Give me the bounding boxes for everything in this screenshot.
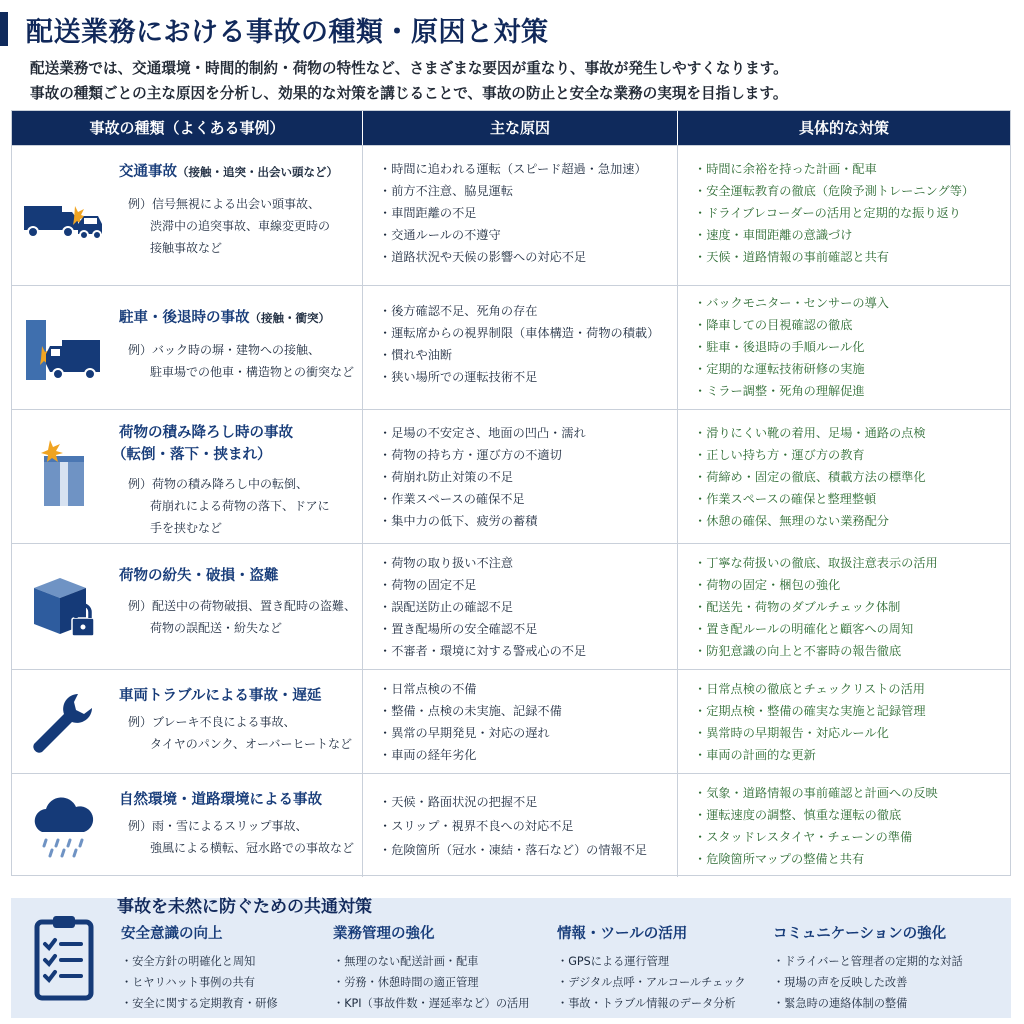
measures-list — [694, 782, 938, 870]
common-item: ・ 労務・休憩時間の適正管理 — [333, 972, 529, 993]
common-col-heading: コミュニケーションの強化 — [773, 926, 947, 942]
category-examples — [128, 340, 354, 384]
cause-item: ・ 車両の経年劣化 — [379, 744, 562, 766]
measure-item: ・ 荷物の固定・梱包の強化 — [694, 574, 938, 596]
measure-item: ・ 車両の計画的な更新 — [694, 744, 926, 766]
causes-cell — [362, 410, 677, 543]
box-lock-icon — [20, 572, 104, 642]
cause-item: ・ 誤配送防止の確認不足 — [379, 596, 586, 618]
measures-cell — [677, 544, 1010, 669]
example-line: タイヤのパンク、オーバーヒートなど — [150, 736, 352, 751]
measure-item: ・ 異常時の早期報告・対応ルール化 — [694, 722, 926, 744]
cause-item: ・ 荷物の固定不足 — [379, 574, 586, 596]
example-line: 強風による横転、冠水路での事故など — [150, 840, 355, 855]
category-title — [119, 308, 330, 329]
cause-item: ・ 荷物の取り扱い不注意 — [379, 552, 586, 574]
causes-list — [379, 300, 659, 388]
common-measures-title: 事故を未然に防ぐための共通対策 — [117, 897, 372, 917]
measures-list — [694, 678, 926, 766]
example-line: 荷崩れによる荷物の落下、ドアに — [150, 498, 330, 513]
example-line: 例）雨・雪によるスリップ事故、 — [128, 819, 308, 833]
common-item: ・ デジタル点呼・アルコールチェック — [557, 972, 746, 993]
cause-item: ・ 異常の早期発見・対応の遅れ — [379, 722, 562, 744]
measures-list — [694, 422, 926, 532]
table-row-loading — [12, 409, 1010, 543]
measure-item: ・ 作業スペースの確保と整理整頓 — [694, 488, 926, 510]
category-subtitle: （接触・衝突） — [249, 311, 330, 325]
measure-item: ・ スタッドレスタイヤ・チェーンの準備 — [694, 826, 938, 848]
category-name: 交通事故 — [119, 164, 177, 180]
table-row-cargo-loss — [12, 543, 1010, 669]
common-item: ・ 事故・トラブル情報のデータ分析 — [557, 993, 746, 1014]
cause-item: ・ 日常点検の不備 — [379, 678, 562, 700]
table-header — [12, 111, 1010, 145]
measure-item: ・ 定期的な運転技術研修の実施 — [694, 358, 889, 380]
example-line: 例）バック時の塀・建物への接触、 — [128, 343, 321, 357]
common-col-safety — [121, 922, 278, 1014]
measures-cell — [677, 146, 1010, 285]
common-item: ・ 無理のない配送計画・配車 — [333, 951, 529, 972]
category-examples — [128, 712, 352, 756]
table-row-vehicle-trouble — [12, 669, 1010, 773]
measure-item: ・ 安全運転教育の徹底（危険予測トレーニング等） — [694, 180, 974, 202]
cause-item: ・ 慣れや油断 — [379, 344, 659, 366]
accident-type-cell — [12, 670, 362, 773]
cause-item: ・ 危険箇所（冠水・凍結・落石など）の情報不足 — [379, 838, 647, 862]
example-line: 例）信号無視による出会い頭事故、 — [128, 197, 321, 211]
header-main-causes: 主な原因 — [362, 111, 677, 145]
cause-item: ・ 狭い場所での運転技術不足 — [379, 366, 659, 388]
measure-item: ・ 時間に余裕を持った計画・配車 — [694, 158, 974, 180]
measure-item: ・ 速度・車間距離の意識づけ — [694, 224, 974, 246]
example-line: 例）配送中の荷物破損、置き配時の盗難、 — [128, 599, 357, 613]
example-line: 接触事故など — [150, 240, 223, 255]
causes-cell — [362, 774, 677, 877]
example-line: 荷物の誤配送・紛失など — [150, 620, 283, 635]
common-item: ・ ヒヤリハット事例の共有 — [121, 972, 278, 993]
causes-cell — [362, 544, 677, 669]
measure-item: ・ 日常点検の徹底とチェックリストの活用 — [694, 678, 926, 700]
accident-type-cell — [12, 544, 362, 669]
cause-item: ・ 整備・点検の未実施、記録不備 — [379, 700, 562, 722]
truck-reversing-icon — [20, 316, 104, 386]
common-item: ・ 現場の声を反映した改善 — [773, 972, 963, 993]
cause-item: ・ 荷物の持ち方・運び方の不適切 — [379, 444, 586, 466]
category-title — [119, 162, 338, 183]
category-name: 荷物の積み降ろし時の事故 — [119, 425, 293, 441]
category-name: 自然環境・道路環境による事故 — [119, 792, 322, 808]
category-name: 駐車・後退時の事故 — [119, 310, 250, 326]
category-title — [119, 423, 293, 444]
cause-item: ・ 後方確認不足、死角の存在 — [379, 300, 659, 322]
checklist-clipboard-icon — [31, 912, 97, 1002]
measure-item: ・ 滑りにくい靴の着用、足場・通路の点検 — [694, 422, 926, 444]
common-item: ・ 安全に関する定期教育・研修 — [121, 993, 278, 1014]
measure-item: ・ 気象・道路情報の事前確認と計画への反映 — [694, 782, 938, 804]
falling-cargo-icon — [20, 440, 104, 510]
accident-type-cell — [12, 286, 362, 409]
measure-item: ・ 丁寧な荷扱いの徹底、取扱注意表示の活用 — [694, 552, 938, 574]
title-accent-bar — [0, 12, 8, 46]
common-item: ・ 緊急時の連絡体制の整備 — [773, 993, 963, 1014]
causes-list — [379, 158, 647, 268]
category-name: 荷物の紛失・破損・盗難 — [119, 568, 279, 584]
cause-item: ・ 作業スペースの確保不足 — [379, 488, 586, 510]
example-line: 駐車場での他車・構造物との衝突など — [150, 364, 355, 379]
cause-item: ・ 不審者・環境に対する警戒心の不足 — [379, 640, 586, 662]
intro-line-1: 配送業務では、交通環境・時間的制約・荷物の特性など、さまざまな要因が重なり、事故が発生しやすくなります。 — [30, 60, 788, 77]
measure-item: ・ ドライブレコーダーの活用と定期的な振り返り — [694, 202, 974, 224]
measure-item: ・ 防犯意識の向上と不審時の報告徹底 — [694, 640, 938, 662]
accident-type-cell — [12, 410, 362, 543]
common-item: ・ ドライバーと管理者の定期的な対話 — [773, 951, 963, 972]
causes-list — [379, 422, 586, 532]
common-col-communication — [773, 922, 963, 1014]
measure-item: ・ 駐車・後退時の手順ルール化 — [694, 336, 889, 358]
cause-item: ・ 置き配場所の安全確認不足 — [379, 618, 586, 640]
cause-item: ・ 道路状況や天候の影響への対応不足 — [379, 246, 647, 268]
measure-item: ・ 配送先・荷物のダブルチェック体制 — [694, 596, 938, 618]
category-examples — [128, 194, 330, 259]
measure-item: ・ 休憩の確保、無理のない業務配分 — [694, 510, 926, 532]
common-col-heading: 安全意識の向上 — [121, 926, 223, 942]
cause-item: ・ スリップ・視界不良への対応不足 — [379, 814, 647, 838]
example-line: 渋滞中の追突事故、車線変更時の — [150, 218, 331, 233]
causes-cell — [362, 286, 677, 409]
table-row-parking — [12, 285, 1010, 409]
causes-list — [379, 790, 647, 862]
measure-item: ・ 運転速度の調整、慎重な運転の徹底 — [694, 804, 938, 826]
measures-cell — [677, 410, 1010, 543]
example-line: 例）ブレーキ不良による事故、 — [128, 715, 296, 729]
measures-cell — [677, 774, 1010, 877]
causes-cell — [362, 670, 677, 773]
category-title — [119, 566, 279, 587]
intro-line-2: 事故の種類ごとの主な原因を分析し、効果的な対策を講じることで、事故の防止と安全な業務の実現を目指します。 — [30, 85, 788, 102]
rain-cloud-icon — [20, 792, 104, 862]
measures-cell — [677, 286, 1010, 409]
accident-type-cell — [12, 774, 362, 877]
header-accident-type: 事故の種類（よくある事例） — [89, 119, 285, 137]
page-title: 配送業務における事故の種類・原因と対策 — [26, 17, 549, 48]
category-title — [119, 686, 321, 707]
common-col-tools — [557, 922, 746, 1014]
causes-cell — [362, 146, 677, 285]
category-examples — [128, 816, 354, 860]
measure-item: ・ バックモニター・センサーの導入 — [694, 292, 889, 314]
measure-item: ・ 定期点検・整備の確実な実施と記録管理 — [694, 700, 926, 722]
measures-list — [694, 158, 974, 268]
common-measures-section — [11, 898, 1011, 1018]
category-examples — [128, 596, 356, 640]
cause-item: ・ 時間に追われる運転（スピード超過・急加速） — [379, 158, 647, 180]
cause-item: ・ 足場の不安定さ、地面の凹凸・濡れ — [379, 422, 586, 444]
common-col-heading: 情報・ツールの活用 — [557, 926, 688, 942]
category-name: 車両トラブルによる事故・遅延 — [119, 688, 322, 704]
common-col-management — [333, 922, 529, 1014]
table-row-traffic — [12, 145, 1010, 285]
truck-crash-icon — [20, 184, 104, 254]
cause-item: ・ 前方不注意、脇見運転 — [379, 180, 647, 202]
cause-item: ・ 天候・路面状況の把握不足 — [379, 790, 647, 814]
causes-list — [379, 678, 562, 766]
category-title-line-2: （転倒・落下・挟まれ） — [112, 447, 272, 463]
causes-list — [379, 552, 586, 662]
measure-item: ・ 天候・道路情報の事前確認と共有 — [694, 246, 974, 268]
measure-item: ・ 危険箇所マップの整備と共有 — [694, 848, 938, 870]
measure-item: ・ 正しい持ち方・運び方の教育 — [694, 444, 926, 466]
cause-item: ・ 交通ルールの不遵守 — [379, 224, 647, 246]
category-title — [119, 790, 322, 811]
measure-item: ・ 降車しての目視確認の徹底 — [694, 314, 889, 336]
measures-list — [694, 552, 938, 662]
wrench-icon — [20, 688, 104, 758]
common-item: ・ 安全方針の明確化と周知 — [121, 951, 278, 972]
measure-item: ・ 荷締め・固定の徹底、積載方法の標準化 — [694, 466, 926, 488]
category-subtitle: （接触・追突・出会い頭など） — [177, 165, 338, 179]
category-examples — [128, 474, 330, 539]
measure-item: ・ 置き配ルールの明確化と顧客への周知 — [694, 618, 938, 640]
measures-cell — [677, 670, 1010, 773]
measure-item: ・ ミラー調整・死角の理解促進 — [694, 380, 889, 402]
example-line: 手を挟むなど — [150, 520, 223, 535]
accident-type-cell — [12, 146, 362, 285]
cause-item: ・ 運転席からの視界制限（車体構造・荷物の積載） — [379, 322, 659, 344]
table-row-environment — [12, 773, 1010, 877]
cause-item: ・ 荷崩れ防止対策の不足 — [379, 466, 586, 488]
cause-item: ・ 集中力の低下、疲労の蓄積 — [379, 510, 586, 532]
common-item: ・ KPI（事故件数・遅延率など）の活用 — [333, 993, 529, 1014]
example-line: 例）荷物の積み降ろし中の転倒、 — [128, 477, 309, 491]
cause-item: ・ 車間距離の不足 — [379, 202, 647, 224]
common-col-heading: 業務管理の強化 — [333, 926, 435, 942]
header-measures: 具体的な対策 — [677, 111, 1010, 145]
common-item: ・ GPSによる運行管理 — [557, 951, 746, 972]
measures-list — [694, 292, 889, 402]
accident-table — [11, 110, 1011, 876]
